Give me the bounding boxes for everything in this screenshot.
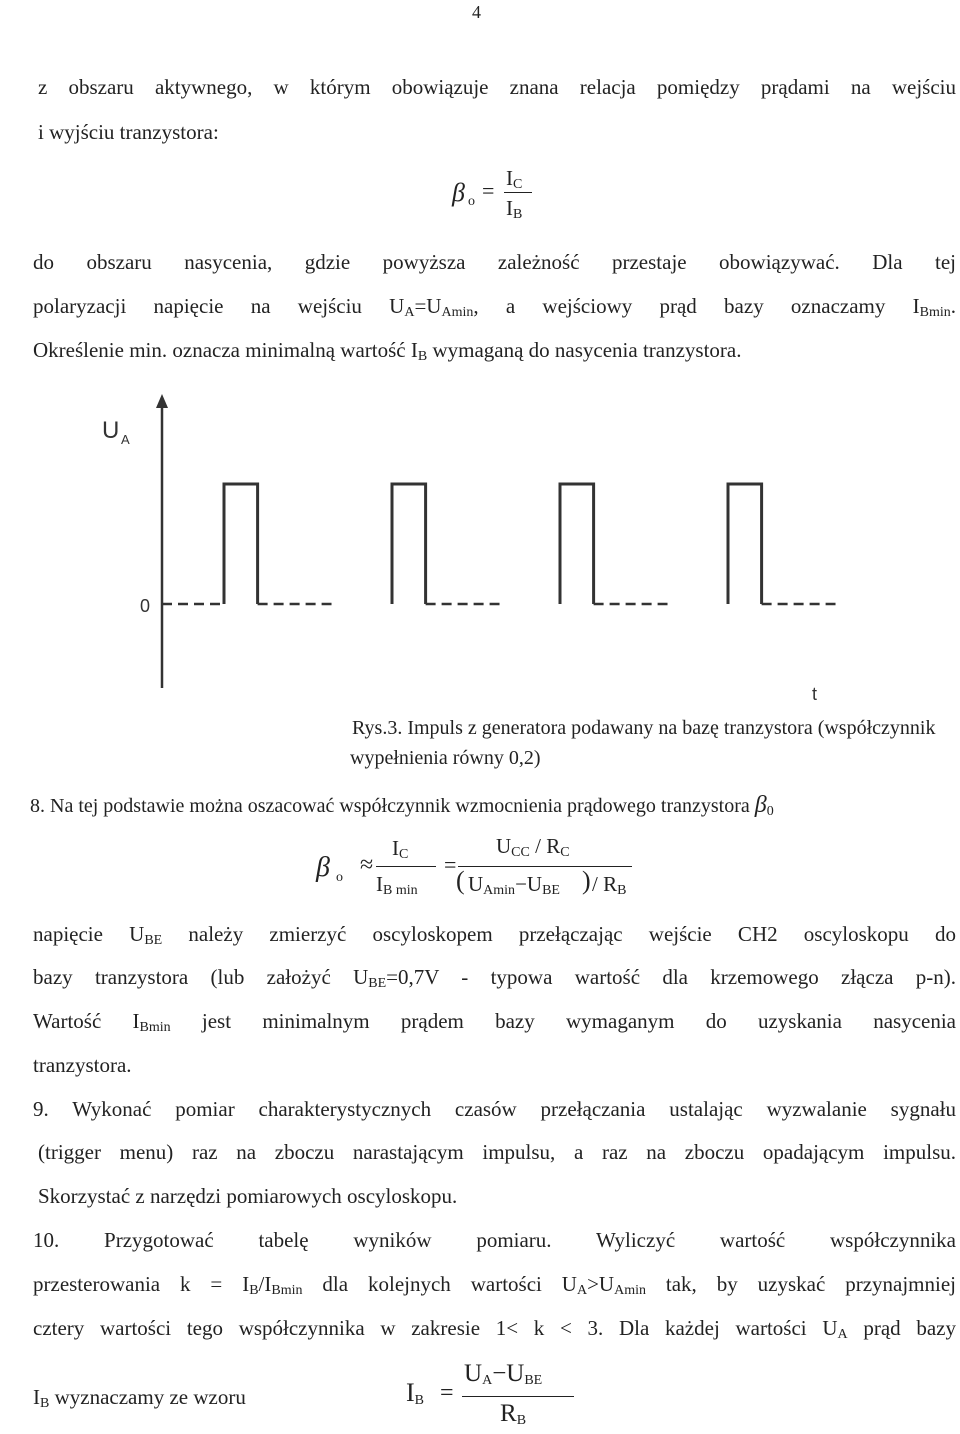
para2-line3: Określenie min. oznacza minimalną wartość $I_B$ wymaganą do nasycenia tranzystora. xyxy=(33,338,742,364)
figure-caption-line1: Rys.3. Impuls z generatora podawany na bazę tranzystora (współczynnik xyxy=(352,717,936,739)
eq1-num: IC xyxy=(506,166,523,192)
para3-line3: Wartość $I_{Bmin}$ jest minimalnym prądem bazy wymaganym do uzyskania nasycenia xyxy=(33,1009,956,1035)
figure-caption-line2: wypełnienia równy 0,2) xyxy=(350,747,541,769)
para2-line1: do obszaru nasycenia, gdzie powyższa zależność przestaje obowiązywać. Dla tej xyxy=(33,250,956,274)
eq2-den2-rest: / RB xyxy=(592,872,627,898)
eq3-den: RB xyxy=(500,1400,527,1428)
para3-line4: tranzystora. xyxy=(33,1053,132,1077)
item9-line2: (trigger menu) raz na zboczu narastającym impulsu, a raz na zboczu opadającym impulsu. xyxy=(38,1140,956,1164)
para3-line1: napięcie $U_{BE}$ należy zmierzyć oscyloskopem przełączając wejście CH2 oscyloskopu do xyxy=(33,922,956,948)
zero-label: 0 xyxy=(140,596,151,616)
eq2-num1: IC xyxy=(392,836,409,862)
item9-line3: Skorzystać z narzędzi pomiarowych oscyloskopu. xyxy=(38,1184,458,1208)
item8-text: 8. Na tej podstawie można oszacować współczynnik wzmocnienia prądowego tranzystora β0 xyxy=(30,792,774,819)
eq2-equals: = xyxy=(444,852,457,877)
item10-line4: $I_B$ wyznaczamy ze wzoru xyxy=(33,1385,246,1411)
eq3-lhs: IB xyxy=(406,1378,425,1408)
equation-base-current xyxy=(400,1352,600,1432)
para1-line2: i wyjściu tranzystora: xyxy=(38,120,219,144)
page-number: 4 xyxy=(472,2,481,22)
para1-line1: z obszaru aktywnego, w którym obowiązuje znana relacja pomiędzy prądami na wejściu xyxy=(38,75,956,99)
item10-line1: 10. Przygotować tabelę wyników pomiaru. Wyliczyć wartość współczynnika xyxy=(33,1228,956,1252)
eq2-beta: β xyxy=(316,852,330,883)
eq1-sub: o xyxy=(468,194,475,209)
pulse-chart xyxy=(90,388,850,708)
item10-line2: przesterowania $k = I_B/I_{Bmin}$ dla kolejnych wartości $U_A>U_{Amin}$ tak, by uzyskać przynajmniej xyxy=(33,1272,956,1298)
eq2-approx: ≈ xyxy=(360,852,374,878)
para3-line2: bazy tranzystora (lub założyć $U_{BE}=0,7V$ - typowa wartość dla krzemowego złącza p-n). xyxy=(33,965,956,991)
eq1-beta: β xyxy=(452,178,465,207)
item10-line3: cztery wartości tego współczynnika w zakresie 1< k < 3. Dla każdej wartości $U_A$ prąd bazy xyxy=(33,1316,956,1342)
eq2-den1: IB min xyxy=(376,872,418,898)
pulse-series xyxy=(224,484,762,604)
equation-beta-estimate: β o ≈ IC IB min = UCC / RC ( UAmin−UBE ) / RB xyxy=(310,830,650,910)
eq3-equals: = xyxy=(440,1380,454,1406)
pulse-chart-svg xyxy=(90,388,850,708)
eq3-num: UA−UBE xyxy=(464,1360,543,1388)
eq2-num2: UCC / RC xyxy=(496,834,570,860)
eq1-equals: = xyxy=(482,178,495,203)
eq2-sub: o xyxy=(336,870,343,885)
y-axis-label-sub: A xyxy=(121,432,130,447)
item9-line1: 9. Wykonać pomiar charakterystycznych czasów przełączania ustalając wyzwalanie sygnału xyxy=(33,1097,956,1121)
y-axis-label: U xyxy=(102,417,120,444)
eq2-den2: UAmin−UBE xyxy=(468,872,560,898)
eq1-den: IB xyxy=(506,196,523,222)
x-axis-label: t xyxy=(812,684,818,704)
para2-line2: polaryzacji napięcie na wejściu $U_A=U_{Amin}$, a wejściowy prąd bazy oznaczamy $I_{Bmin}$. xyxy=(33,294,956,320)
y-axis-arrow xyxy=(156,394,168,408)
equation-beta-definition xyxy=(450,160,570,230)
